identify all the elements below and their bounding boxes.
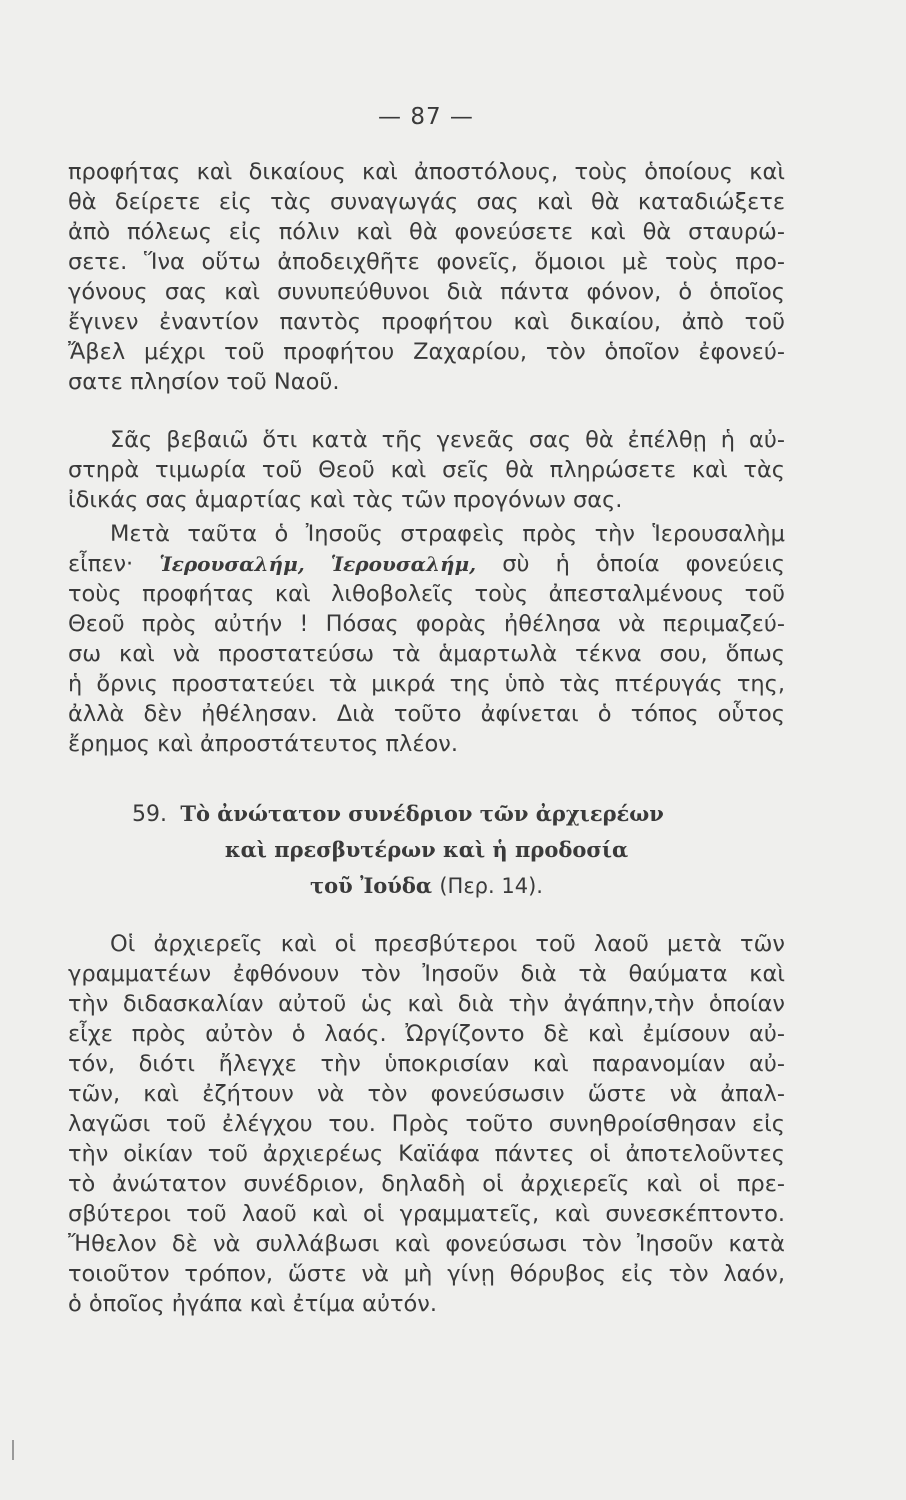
text-line: λαγῶσι τοῦ ἐλέγχου του. Πρὸς τοῦτο συνηθροίσθησαν εἰς	[68, 1111, 785, 1137]
text-line: γραμματέων ἐφθόνουν τὸν Ἰησοῦν διὰ τὰ θαύματα καὶ	[68, 961, 785, 987]
text-line: ἡ ὄρνις προστατεύει τὰ μικρά της ὑπὸ τὰς πτέρυγάς της,	[68, 671, 785, 697]
text-line: τοιοῦτον τρόπον, ὥστε νὰ μὴ γίνῃ θόρυβος εἰς τὸν λαόν,	[68, 1261, 785, 1287]
text-line: τὴν διδασκαλίαν αὐτοῦ ὡς καὶ διὰ τὴν ἀγάπην,τὴν ὁποίαν	[68, 991, 785, 1017]
text-line: Σᾶς βεβαιῶ ὅτι κατὰ τῆς γενεᾶς σας θὰ ἐπέλθῃ ἡ αὐ-	[110, 427, 785, 453]
paragraph-sanhedrin	[68, 929, 785, 1319]
heading-text: Τὸ ἀνώτατον συνέδριον τῶν ἀρχιερέων	[180, 801, 664, 826]
text-line: σετε. Ἵνα οὕτω ἀποδειχθῆτε φονεῖς, ὅμοιοι μὲ τοὺς προ-	[68, 249, 785, 275]
text-line: τοὺς προφήτας καὶ λιθοβολεῖς τοὺς ἀπεσταλμένους τοῦ	[68, 581, 785, 607]
text-segment: σὺ ἡ ὁποία φονεύεις	[502, 551, 785, 577]
text-line: εἶχε πρὸς αὐτὸν ὁ λαός. Ὠργίζοντο δὲ καὶ ἐμίσουν αὐ-	[68, 1021, 785, 1047]
text-line: στηρὰ τιμωρία τοῦ Θεοῦ καὶ σεῖς θὰ πληρώσετε καὶ τὰς	[68, 457, 785, 483]
paragraph-continued	[68, 157, 785, 397]
text-line: ἔγινεν ἐναντίον παντὸς προφήτου καὶ δικαίου, ἀπὸ τοῦ	[68, 309, 785, 335]
italic-jerusalem: Ἱερουσαλήμ,	[330, 552, 477, 576]
text-line: ἔρημος καὶ ἀπροστάτευτος πλέον.	[68, 731, 458, 757]
text-line: Μετὰ ταῦτα ὁ Ἰησοῦς στραφεὶς πρὸς τὴν Ἱερουσαλὴμ	[110, 521, 785, 547]
text-line: σω καὶ νὰ προστατεύσω τὰ ἁμαρτωλὰ τέκνα σου, ὅπως	[68, 641, 785, 667]
text-line: γόνους σας καὶ συνυπεύθυνοι διὰ πάντα φόνον, ὁ ὁποῖος	[68, 279, 785, 305]
text-line: Ἤθελον δὲ νὰ συλλάβωσι καὶ φονεύσωσι τὸν Ἰησοῦν κατὰ	[68, 1231, 785, 1257]
italic-jerusalem: Ἱερουσαλήμ,	[159, 552, 305, 576]
text-line: τὸ ἀνώτατον συνέδριον, δηλαδὴ οἱ ἀρχιερεῖς καὶ οἱ πρε-	[68, 1171, 785, 1197]
section-number: 59.	[132, 802, 167, 827]
margin-mark	[12, 1440, 14, 1460]
chapter-reference: (Περ. 14).	[439, 874, 543, 898]
text-line: Ἄβελ μέχρι τοῦ προφήτου Ζαχαρίου, τὸν ὁποῖον ἐφονεύ-	[68, 339, 785, 365]
section-heading	[68, 796, 785, 904]
paragraph-punishment	[68, 425, 785, 515]
text-line-with-italics	[68, 549, 785, 579]
heading-line	[68, 796, 785, 832]
text-line: τὴν οἰκίαν τοῦ ἀρχιερέως Καϊάφα πάντες οἱ ἀποτελοῦντες	[68, 1141, 785, 1167]
text-line: τόν, διότι ἤλεγχε τὴν ὑποκρισίαν καὶ παρανομίαν αὐ-	[68, 1051, 785, 1077]
text-segment: εἶπεν·	[68, 551, 134, 577]
heading-text: τοῦ Ἰούδα	[310, 873, 433, 898]
page-number: — 87 —	[378, 104, 474, 130]
text-line: ἀλλὰ δὲν ἠθέλησαν. Διὰ τοῦτο ἀφίνεται ὁ τόπος οὗτος	[68, 701, 785, 727]
paragraph-lament-jerusalem	[68, 519, 785, 759]
text-line: σβύτεροι τοῦ λαοῦ καὶ οἱ γραμματεῖς, καὶ συνεσκέπτοντο.	[68, 1201, 785, 1227]
text-line: ἀπὸ πόλεως εἰς πόλιν καὶ θὰ φονεύσετε καὶ θὰ σταυρώ-	[68, 219, 785, 245]
heading-line: καὶ πρεσβυτέρων καὶ ἡ προδοσία	[224, 837, 629, 862]
heading-line	[68, 868, 785, 904]
text-line: θὰ δείρετε εἰς τὰς συναγωγάς σας καὶ θὰ καταδιώξετε	[68, 189, 785, 215]
text-line: Θεοῦ πρὸς αὐτήν ! Πόσας φορὰς ἠθέλησα νὰ περιμαζεύ-	[68, 611, 785, 637]
text-line: προφήτας καὶ δικαίους καὶ ἀποστόλους, τοὺς ὁποίους καὶ	[68, 159, 785, 185]
text-line: ὁ ὁποῖος ἠγάπα καὶ ἐτίμα αὐτόν.	[68, 1291, 438, 1317]
text-line: Οἱ ἀρχιερεῖς καὶ οἱ πρεσβύτεροι τοῦ λαοῦ μετὰ τῶν	[110, 931, 785, 957]
text-line: σατε πλησίον τοῦ Ναοῦ.	[68, 369, 340, 395]
text-line: τῶν, καὶ ἐζήτουν νὰ τὸν φονεύσωσιν ὥστε νὰ ἀπαλ-	[68, 1081, 785, 1107]
text-line: ἰδικάς σας ἁμαρτίας καὶ τὰς τῶν προγόνων σας.	[68, 487, 623, 513]
